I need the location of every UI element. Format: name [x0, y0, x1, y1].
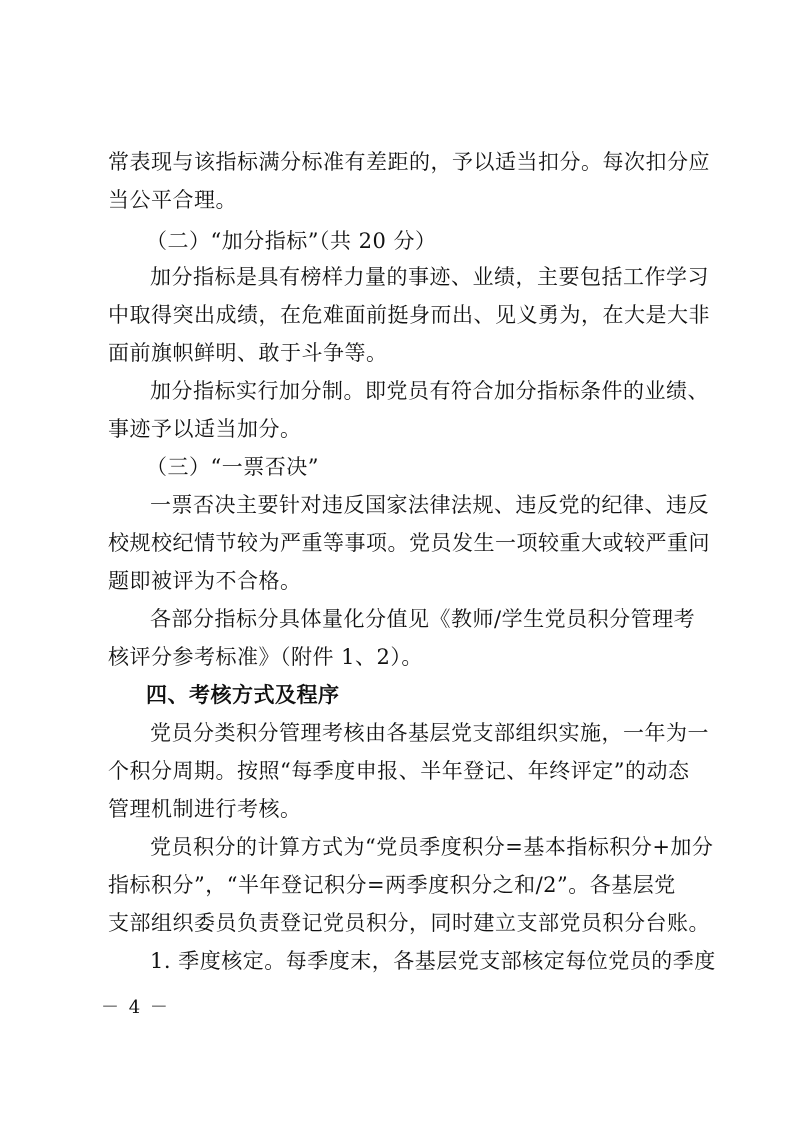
- paragraph-line: 当公平合理。: [108, 188, 237, 212]
- section-heading-veto: （三）“一票否决”: [146, 455, 319, 479]
- paragraph-line: 题即被评为不合格。: [108, 569, 302, 593]
- section-heading-assessment-method: 四、考核方式及程序: [146, 683, 340, 707]
- paragraph-line: 加分指标实行加分制。即党员有符合加分指标条件的业绩、: [150, 379, 709, 403]
- paragraph-line: 党员分类积分管理考核由各基层党支部组织实施，一年为一: [150, 721, 709, 745]
- paragraph-line: 各部分指标分具体量化分值见《教师/学生党员积分管理考: [150, 607, 696, 631]
- paragraph-line: 中取得突出成绩，在危难面前挺身而出、见义勇为，在大是大非: [108, 303, 710, 327]
- paragraph-line: 1. 季度核定。每季度末，各基层党支部核定每位党员的季度: [150, 949, 716, 973]
- page-number: － 4 －: [101, 997, 170, 1018]
- paragraph-line: 管理机制进行考核。: [108, 797, 302, 821]
- paragraph-line: 个积分周期。按照“每季度申报、半年登记、年终评定”的动态: [108, 759, 690, 783]
- paragraph-line: 面前旗帜鲜明、敢于斗争等。: [108, 341, 388, 365]
- paragraph-line: 常表现与该指标满分标准有差距的，予以适当扣分。每次扣分应: [108, 150, 710, 174]
- paragraph-line: 党员积分的计算方式为“党员季度积分=基本指标积分+加分: [150, 835, 714, 859]
- paragraph-line: 支部组织委员负责登记党员积分，同时建立支部党员积分台账。: [108, 911, 710, 935]
- section-heading-bonus-indicators: （二）“加分指标”（共 20 分）: [146, 229, 437, 253]
- paragraph-line: 事迹予以适当加分。: [108, 417, 302, 441]
- paragraph-line: 指标积分”，“半年登记积分=两季度积分之和/2”。各基层党: [108, 873, 676, 897]
- paragraph-line: 一票否决主要针对违反国家法律法规、违反党的纪律、违反: [150, 493, 709, 517]
- paragraph-line: 校规校纪情节较为严重等事项。党员发生一项较重大或较严重问: [108, 531, 710, 555]
- paragraph-line: 加分指标是具有榜样力量的事迹、业绩，主要包括工作学习: [150, 265, 709, 289]
- paragraph-line: 核评分参考标准》（附件 1、2）。: [108, 645, 423, 669]
